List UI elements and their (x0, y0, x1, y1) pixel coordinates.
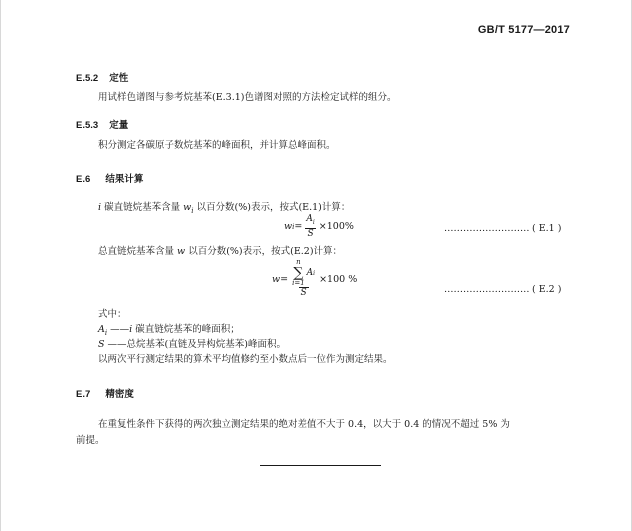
definition-ai (98, 321, 240, 337)
section-title: 结果计算 (105, 174, 144, 185)
formula-e2-number: ( E.2 ) (532, 284, 562, 295)
section-e7-text-line1: 在重复性条件下获得的两次独立测定结果的绝对差值不大于 0.4，以大于 0.4 的情况不超过 5% 为 (98, 419, 510, 430)
standard-number: GB/T 5177—2017 (477, 24, 570, 36)
numerator-symbol: A (306, 214, 313, 224)
fraction-numerator (304, 214, 316, 228)
def-symbol: A (98, 324, 105, 335)
formula-e1-leader: ……………………… (444, 223, 530, 234)
def-dash: —— (107, 324, 130, 335)
section-e52-heading (76, 66, 128, 85)
numerator-sub: i (313, 269, 316, 277)
numerator-symbol: A (306, 267, 314, 278)
section-number: E.6 (76, 174, 91, 185)
conclusion-text: 以两次平行测定结果的算术平均值修约至小数点后一位作为测定结果。 (98, 354, 393, 365)
fraction-numerator (290, 259, 317, 287)
symbol-w: w (183, 202, 192, 213)
numerator-sub: i (312, 218, 315, 226)
section-e53-text: 积分测定各碳原子数烷基苯的峰面积，并计算总峰面积。 (98, 140, 336, 151)
section-number: E.5.3 (76, 120, 99, 131)
symbol-w: w (177, 246, 186, 257)
intro-text: 以百分数(%)表示，按式(E.1)计算： (193, 202, 351, 213)
section-e7-text-line2: 前提。 (76, 435, 105, 446)
formula-rest: ×100 % (319, 273, 358, 285)
fraction-denominator: S (300, 288, 307, 298)
def-dash: —— (104, 339, 127, 350)
section-number: E.5.2 (76, 73, 99, 84)
section-title: 精密度 (105, 389, 134, 400)
symbol-i: i (98, 202, 102, 213)
intro-text: 总直链烷基苯含量 (98, 246, 178, 257)
def-symbol: S (98, 339, 105, 350)
equals-sign: = (294, 221, 303, 233)
section-number: E.7 (76, 389, 91, 400)
section-title: 定性 (109, 73, 129, 84)
fraction (290, 259, 317, 299)
formula-lhs-sub: i (292, 222, 295, 231)
section-e6-heading (76, 167, 143, 186)
def-symbol-sub: i (104, 328, 108, 337)
section-e53-heading (76, 113, 128, 132)
formula-e2-leader: ……………………… (444, 284, 530, 295)
formula-rest: ×100% (318, 221, 354, 233)
formula-lhs: w (284, 221, 293, 233)
formula-e1 (284, 214, 354, 240)
sigma-symbol: ∑ (293, 265, 304, 281)
end-rule (260, 465, 381, 466)
fraction (304, 214, 316, 240)
where-label: 式中： (98, 309, 127, 320)
intro-text: 以百分数(%)表示，按式(E.2)计算： (185, 246, 343, 257)
symbol-i: i (129, 324, 133, 335)
summation (292, 259, 305, 287)
formula-e2 (272, 259, 357, 299)
symbol-sub: i (191, 206, 194, 215)
intro-text: 碳直链烷基苯含量 (101, 202, 184, 213)
section-e52-text: 用试样色谱图与参考烷基苯(E.3.1)色谱图对照的方法检定试样的组分。 (98, 92, 397, 103)
formula-lhs: w (272, 273, 281, 285)
fraction-denominator: S (307, 228, 314, 239)
definition-s (98, 336, 286, 350)
formula-e2-intro (98, 243, 342, 257)
page-border-left (0, 0, 1, 531)
sum-lower: i=1 (292, 279, 305, 287)
formula-e1-intro (98, 199, 350, 215)
def-text: 碳直链烷基苯的峰面积； (132, 324, 240, 335)
def-text: 总烷基苯(直链及异构烷基苯)峰面积。 (126, 339, 286, 350)
section-title: 定量 (109, 120, 129, 131)
formula-e1-number: ( E.1 ) (532, 223, 562, 234)
section-e7-heading (76, 382, 134, 401)
sum-upper: n (296, 258, 301, 266)
equals-sign: = (280, 273, 289, 285)
